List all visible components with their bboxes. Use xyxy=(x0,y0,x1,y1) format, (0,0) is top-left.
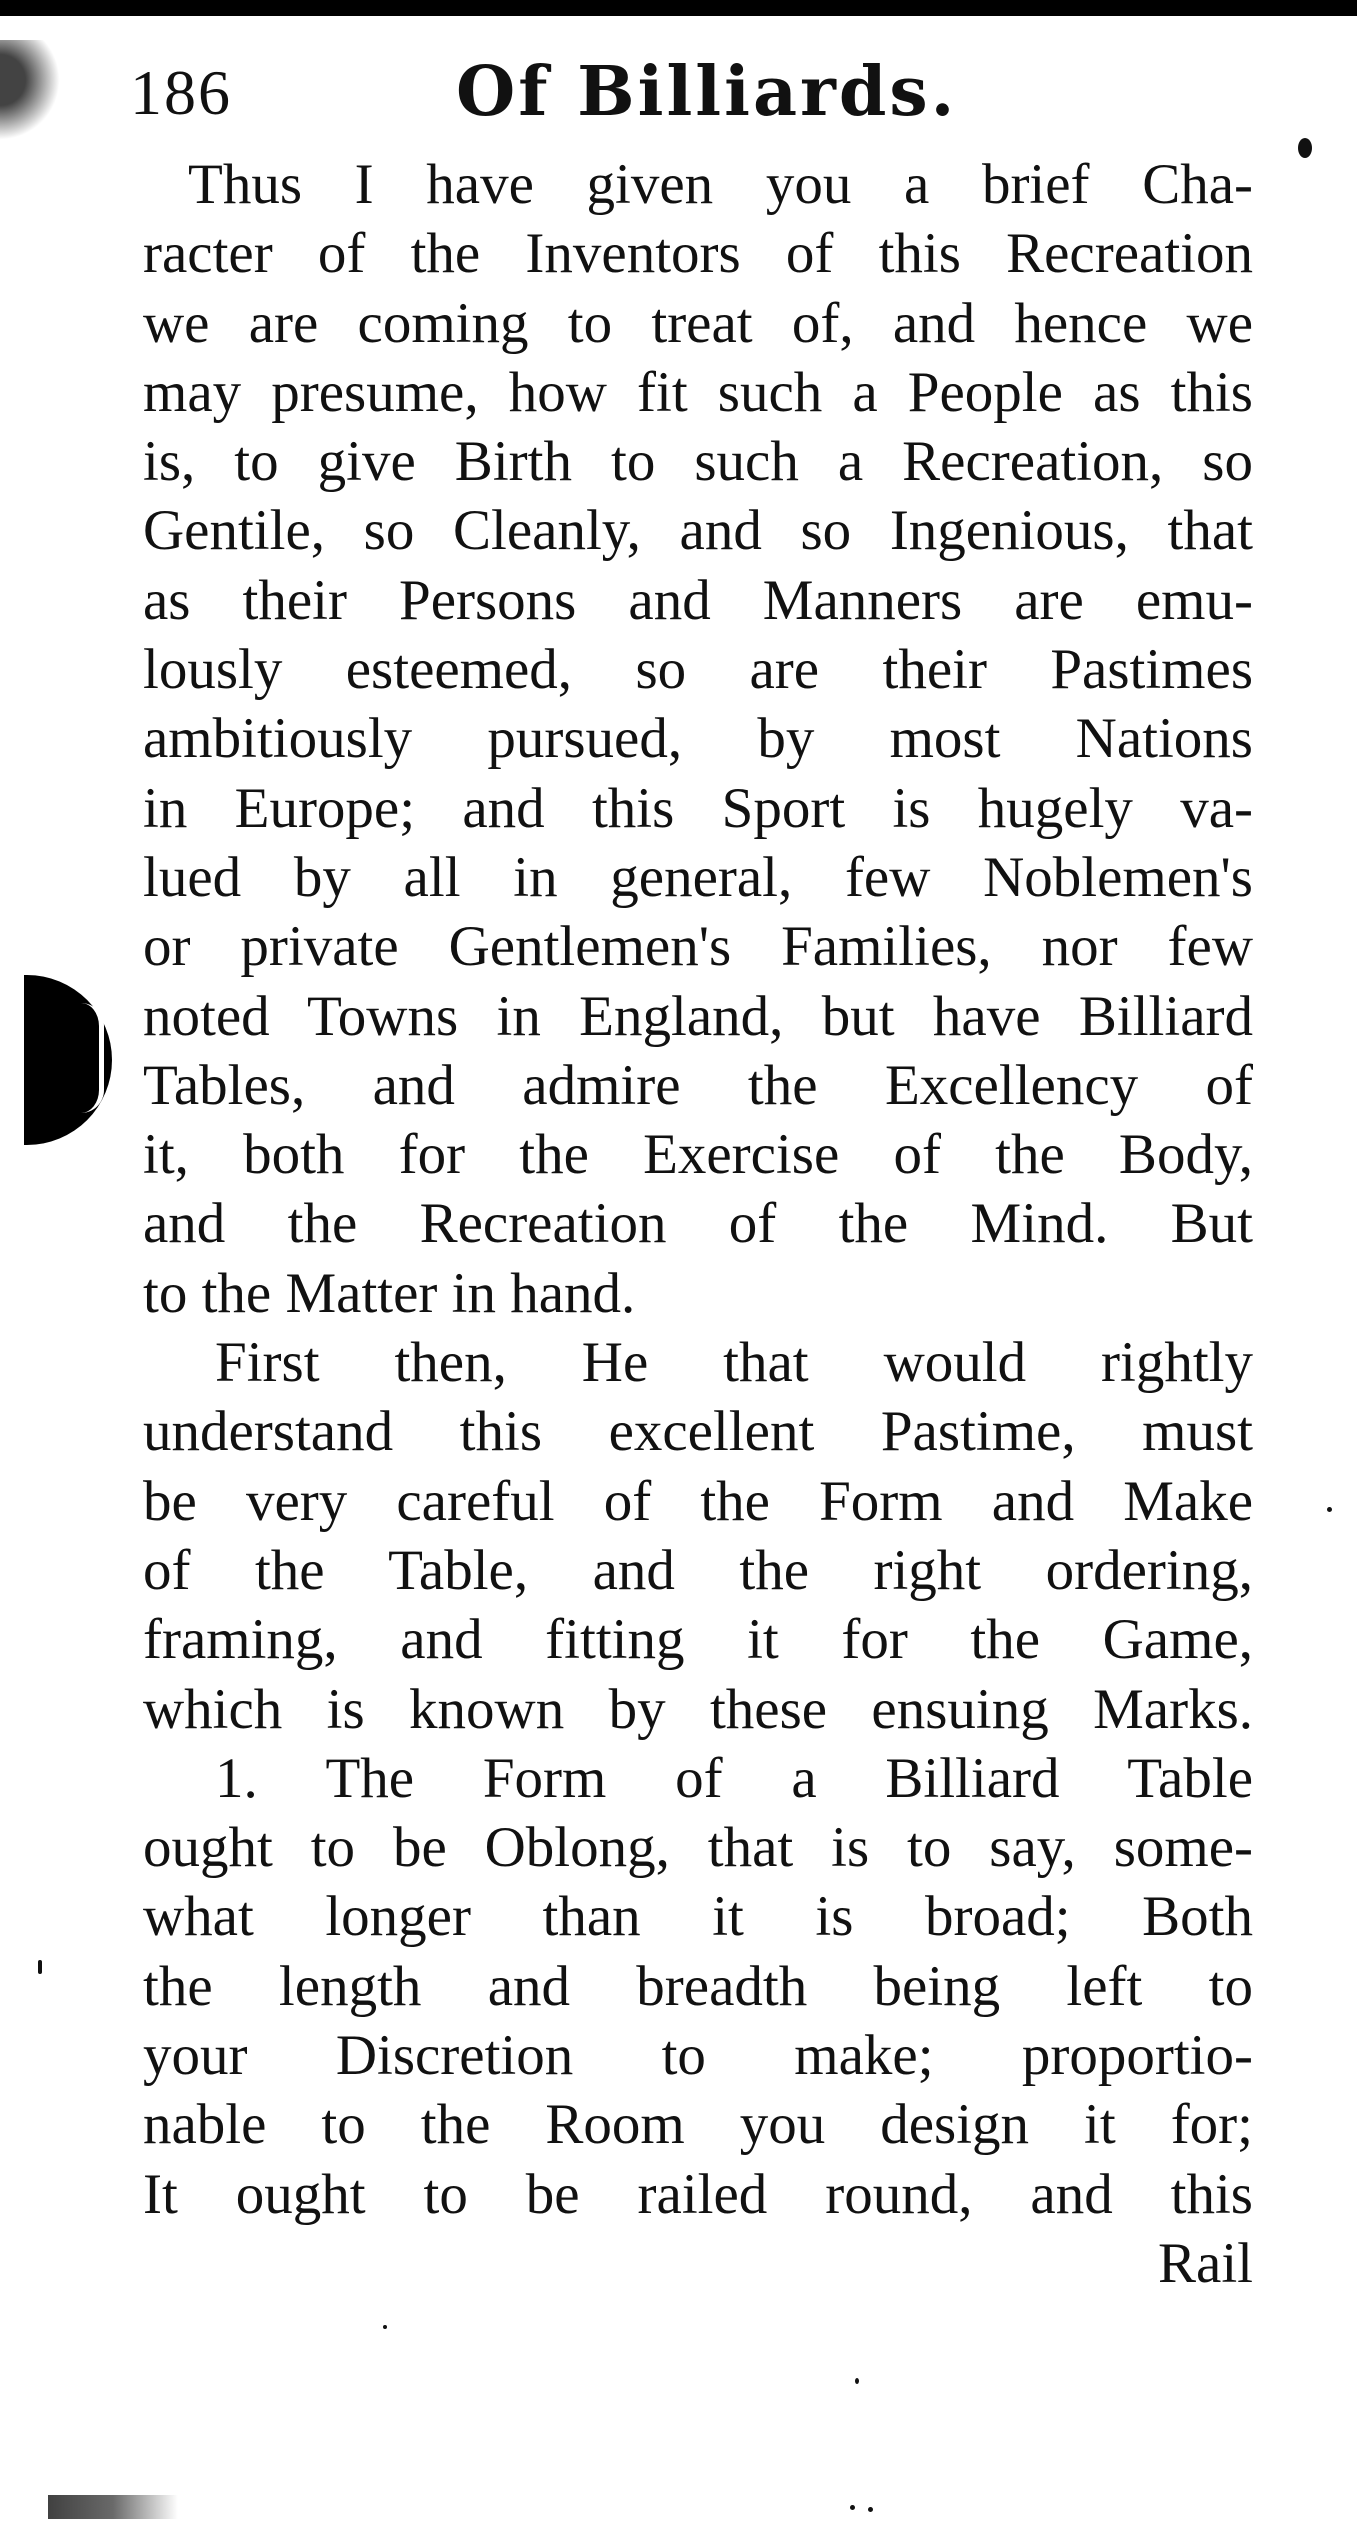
text-line: ambitiously pursued, by most Nations xyxy=(143,707,1253,771)
text-line: of the Table, and the right ordering, xyxy=(143,1538,1253,1602)
ink-speck xyxy=(855,2378,859,2384)
body-text xyxy=(143,150,1253,2298)
text-line: ought to be Oblong, that is to say, some- xyxy=(143,1816,1253,1880)
text-line: which is known by these ensuing Marks. xyxy=(143,1677,1253,1741)
ink-speck xyxy=(1298,138,1312,158)
catchword: Rail xyxy=(1158,2231,1253,2295)
text-line: in Europe; and this Sport is hugely va- xyxy=(143,776,1253,840)
ink-speck xyxy=(38,1960,42,1974)
text-line: racter of the Inventors of this Recreation xyxy=(143,222,1253,286)
page-edge-smudge xyxy=(48,2495,178,2519)
text-line: framing, and fitting it for the Game, xyxy=(143,1608,1253,1672)
ink-speck xyxy=(868,2507,873,2512)
text-line: your Discretion to make; proportio- xyxy=(143,2024,1253,2088)
text-line: Thus I have given you a brief Cha- xyxy=(188,153,1253,216)
text-line: or private Gentlemen's Families, nor few xyxy=(143,915,1253,979)
text-line: we are coming to treat of, and hence we xyxy=(143,291,1253,355)
page-number: 186 xyxy=(130,57,232,128)
text-line: Gentile, so Cleanly, and so Ingenious, that xyxy=(143,499,1253,563)
text-line: is, to give Birth to such a Recreation, so xyxy=(143,430,1253,494)
text-line: the length and breadth being left to xyxy=(143,1954,1253,2018)
text-line: 1. The Form of a Billiard Table xyxy=(215,1746,1253,1810)
text-line: it, both for the Exercise of the Body, xyxy=(143,1123,1253,1187)
ink-speck xyxy=(850,2505,855,2510)
text-line: and the Recreation of the Mind. But xyxy=(143,1192,1253,1256)
text-line: First then, He that would rightly xyxy=(215,1331,1253,1395)
text-line: Tables, and admire the Excellency of xyxy=(143,1053,1253,1117)
ink-speck xyxy=(383,2325,387,2329)
text-line: lously esteemed, so are their Pastimes xyxy=(143,638,1253,702)
top-border-rule xyxy=(0,0,1357,16)
text-line: noted Towns in England, but have Billiard xyxy=(143,984,1253,1048)
running-head: Of Billiards. xyxy=(456,52,958,132)
bleed-through-mark xyxy=(24,975,112,1145)
text-line: lued by all in general, few Noblemen's xyxy=(143,845,1253,909)
page-header xyxy=(0,48,1357,148)
text-line: what longer than it is broad; Both xyxy=(143,1885,1253,1949)
text-line: to the Matter in hand. xyxy=(143,1261,636,1325)
text-line: be very careful of the Form and Make xyxy=(143,1469,1253,1533)
ink-speck xyxy=(1327,1507,1332,1512)
text-line: understand this excellent Pastime, must xyxy=(143,1400,1253,1464)
text-line: as their Persons and Manners are emu- xyxy=(143,568,1253,632)
text-line: It ought to be railed round, and this xyxy=(143,2162,1253,2226)
text-line: may presume, how fit such a People as this xyxy=(143,360,1253,424)
text-line: nable to the Room you design it for; xyxy=(143,2093,1253,2157)
